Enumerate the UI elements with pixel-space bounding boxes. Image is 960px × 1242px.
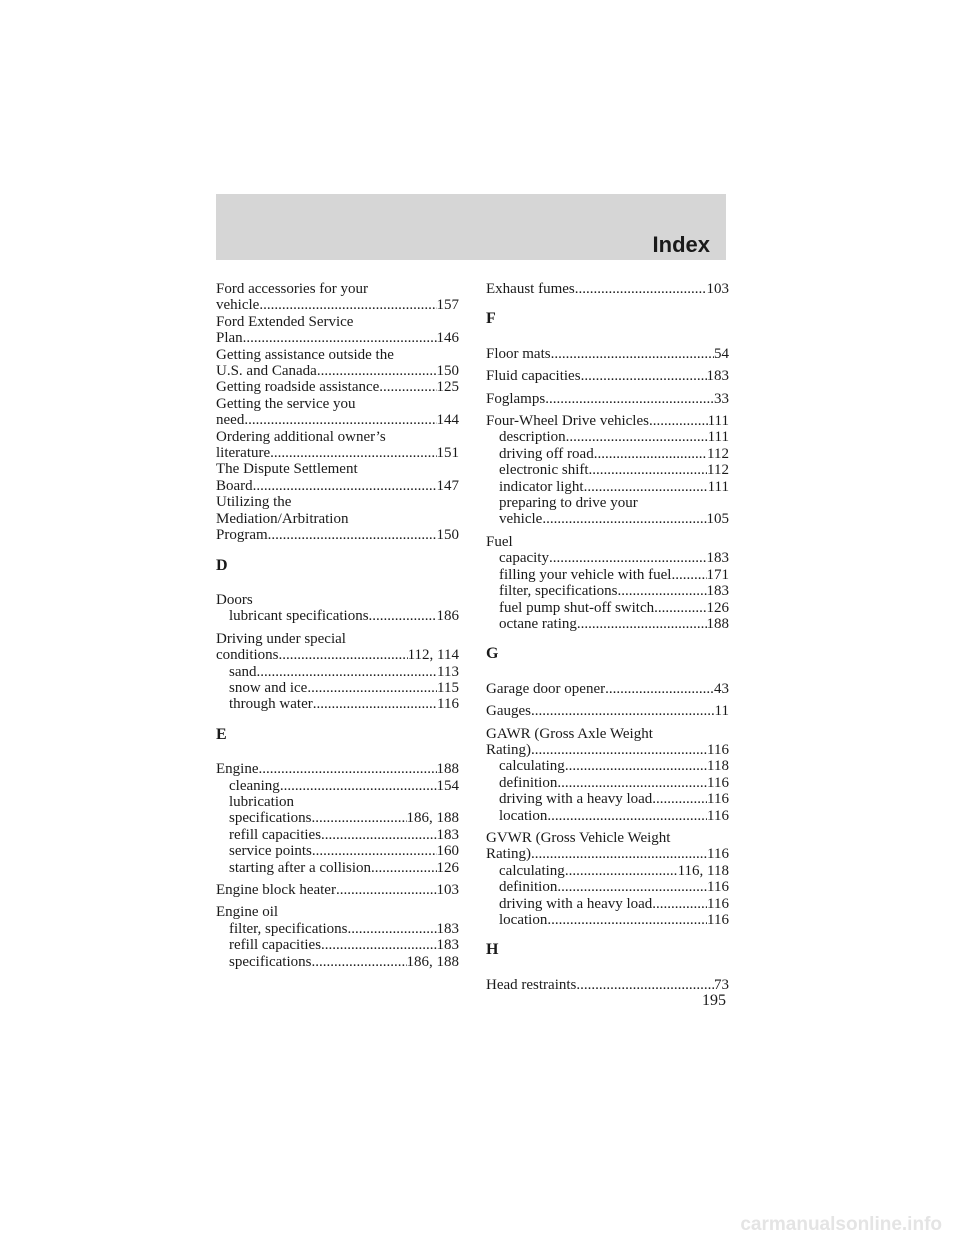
leader-dots (313, 696, 437, 712)
watermark: carmanualsonline.info (740, 1214, 942, 1235)
entry-text: driving off road (499, 445, 594, 462)
index-subentry-line (216, 778, 459, 794)
entry-text: through water (229, 696, 313, 713)
page-reference: 116 (707, 791, 729, 808)
entry-text: vehicle (499, 511, 543, 528)
leader-dots (336, 882, 437, 898)
index-entry-line (216, 314, 459, 330)
index-subentry-line (486, 446, 729, 462)
entry-text: calculating (499, 758, 565, 775)
leader-dots (348, 921, 437, 937)
page-reference: 116, 118 (677, 862, 729, 879)
page-reference: 112 (707, 462, 729, 479)
entry-text: Floor mats (486, 345, 551, 362)
index-subentry-line (486, 896, 729, 912)
index-subentry-line (216, 954, 459, 970)
entry-text: Getting assistance outside the (216, 346, 394, 363)
page-reference: 116 (707, 912, 729, 928)
entry-text: Mediation/Arbitration (216, 510, 349, 527)
entry-text: Fuel (486, 533, 513, 550)
entry-text: conditions (216, 647, 279, 664)
index-entry (486, 830, 729, 928)
leader-dots (652, 896, 707, 912)
leader-dots (589, 462, 708, 478)
page-reference: 116 (707, 895, 729, 912)
index-subentry-line (216, 827, 459, 843)
index-entry (216, 631, 459, 713)
entry-text: octane rating (499, 615, 577, 632)
leader-dots (618, 583, 707, 599)
leader-dots (259, 761, 437, 777)
index-entry-line (486, 534, 729, 550)
entry-text: filling your vehicle with fuel (499, 566, 672, 583)
index-subentry-line (486, 567, 729, 583)
page-reference: 150 (436, 527, 459, 544)
page-reference: 105 (706, 511, 729, 528)
index-entry (486, 681, 729, 697)
entry-text: Garage door opener (486, 680, 606, 697)
index-entry (486, 726, 729, 824)
index-entry-line (486, 368, 729, 384)
index-subentry-line (216, 664, 459, 680)
page-reference: 113 (437, 663, 459, 680)
index-entry-line (216, 412, 459, 428)
leader-dots (268, 527, 437, 543)
leader-dots (654, 600, 706, 616)
entry-text: Rating) (486, 846, 531, 863)
page-reference: 112 (707, 445, 729, 462)
entry-text: Head restraints (486, 976, 577, 993)
page-reference: 183 (436, 937, 459, 954)
entry-text: literature (216, 445, 271, 462)
leader-dots (549, 550, 707, 566)
entry-text: sand (229, 663, 257, 680)
entry-text: specifications (229, 810, 312, 827)
page-reference: 146 (436, 330, 459, 347)
page-reference: 171 (706, 566, 729, 583)
index-column-left (216, 281, 459, 976)
entry-text: specifications (229, 953, 312, 970)
page-reference: 116 (707, 774, 729, 791)
entry-text: Gauges (486, 703, 531, 720)
leader-dots (279, 647, 408, 663)
index-subentry-line (486, 775, 729, 791)
page-reference: 116 (707, 846, 729, 863)
entry-text: Board (216, 477, 253, 494)
page-reference: 150 (436, 363, 459, 380)
page-reference: 103 (706, 281, 729, 297)
leader-dots (307, 680, 437, 696)
page-reference: 73 (714, 976, 729, 993)
page-reference: 116 (437, 696, 459, 713)
entry-text: lubricant specifications (229, 608, 369, 625)
page-reference: 151 (436, 445, 459, 462)
leader-dots (369, 608, 437, 624)
entry-text: starting after a collision (229, 859, 372, 876)
entry-text: capacity (499, 550, 549, 567)
leader-dots (577, 616, 707, 632)
index-entry-line (216, 429, 459, 445)
leader-dots (244, 412, 436, 428)
index-entry-line (216, 494, 459, 510)
index-subentry-line (216, 843, 459, 859)
page-reference: 183 (706, 368, 729, 385)
leader-dots (270, 445, 436, 461)
page-reference: 183 (436, 826, 459, 843)
page-reference: 188 (436, 761, 459, 778)
entry-text: snow and ice (229, 679, 308, 696)
entry-text: Ford Extended Service (216, 313, 354, 330)
index-entry-line (216, 330, 459, 346)
entry-text: driving with a heavy load (499, 791, 653, 808)
page-reference: 111 (707, 478, 729, 495)
entry-text: Driving under special (216, 630, 346, 647)
leader-dots (321, 937, 436, 953)
leader-dots (531, 703, 715, 719)
leader-dots (321, 827, 436, 843)
entry-text: Doors (216, 591, 253, 608)
page-reference: 126 (706, 599, 729, 616)
index-letter-heading: H (486, 941, 499, 959)
entry-text: Four-Wheel Drive vehicles (486, 413, 649, 430)
entry-text: location (499, 807, 548, 824)
index-entry-line (486, 977, 729, 993)
page-reference: 160 (436, 843, 459, 860)
entry-text: definition (499, 774, 558, 791)
index-subentry-line (486, 600, 729, 616)
leader-dots (581, 368, 707, 384)
index-entry (486, 703, 729, 719)
leader-dots (575, 281, 707, 297)
index-subentry-line (216, 810, 459, 826)
index-subentry-line (486, 495, 729, 511)
page-reference: 126 (436, 859, 459, 876)
page-reference: 111 (707, 413, 729, 430)
section-title: Index (652, 232, 710, 257)
leader-dots (649, 413, 708, 429)
index-subentry-line (486, 808, 729, 824)
page-reference: 11 (714, 703, 729, 720)
index-entry-line (486, 281, 729, 297)
index-entry (486, 391, 729, 407)
index-entry-line (216, 379, 459, 395)
index-entry (216, 592, 459, 625)
index-subentry-line (216, 860, 459, 876)
index-entry (216, 761, 459, 876)
entry-text: Getting roadside assistance (216, 379, 380, 396)
index-subentry-line (216, 680, 459, 696)
index-letter-heading: D (216, 556, 228, 574)
index-entry-line (486, 413, 729, 429)
entry-text: Engine oil (216, 904, 279, 921)
entry-text: Engine (216, 761, 259, 778)
page-number: 195 (702, 992, 726, 1009)
entry-text: cleaning (229, 777, 280, 794)
leader-dots (566, 429, 708, 445)
index-entry-line (486, 681, 729, 697)
entry-text: vehicle (216, 297, 260, 314)
index-subentry-line (216, 937, 459, 953)
index-entry-line (216, 882, 459, 898)
entry-text: preparing to drive your (499, 495, 638, 512)
page-reference: 103 (436, 882, 459, 898)
page-reference: 157 (436, 297, 459, 314)
index-subentry-line (486, 879, 729, 895)
page-reference: 186, 188 (406, 953, 459, 970)
index-entry-line (486, 846, 729, 862)
leader-dots (584, 479, 708, 495)
index-entry (216, 904, 459, 970)
leader-dots (594, 446, 707, 462)
entry-text: filter, specifications (229, 920, 348, 937)
index-entry-line (486, 391, 729, 407)
page-reference: 43 (714, 680, 729, 697)
index-letter-heading: E (216, 725, 227, 743)
index-entry-line (216, 478, 459, 494)
index-subentry-line (216, 921, 459, 937)
index-entry-line (216, 527, 459, 543)
index-entry-line (216, 347, 459, 363)
leader-dots (259, 297, 436, 313)
leader-dots (557, 879, 707, 895)
index-letter-heading: F (486, 310, 496, 328)
entry-text: driving with a heavy load (499, 895, 653, 912)
page-reference: 183 (706, 550, 729, 567)
leader-dots (547, 808, 707, 824)
page-reference: 54 (714, 345, 729, 362)
leader-dots (312, 843, 437, 859)
leader-dots (605, 681, 714, 697)
page-reference: 186 (436, 608, 459, 625)
entry-text: Getting the service you (216, 395, 356, 412)
index-subentry-line (216, 696, 459, 712)
leader-dots (257, 664, 438, 680)
index-subentry-line (486, 791, 729, 807)
index-entry-line (216, 904, 459, 920)
entry-text: fuel pump shut-off switch (499, 599, 655, 616)
leader-dots (371, 860, 436, 876)
index-entry-line (216, 445, 459, 461)
index-column-right (486, 281, 729, 999)
index-entry (486, 977, 729, 993)
leader-dots (576, 977, 714, 993)
index-entry-line (486, 742, 729, 758)
index-entry-line (216, 461, 459, 477)
index-subentry-line (486, 511, 729, 527)
index-entry-line (216, 592, 459, 608)
leader-dots (542, 511, 706, 527)
entry-text: The Dispute Settlement (216, 461, 358, 478)
entry-text: Plan (216, 330, 243, 347)
leader-dots (280, 778, 437, 794)
entry-text: service points (229, 843, 312, 860)
page-reference: 115 (437, 679, 459, 696)
leader-dots (671, 567, 706, 583)
index-entry-line (486, 703, 729, 719)
header-band (216, 194, 726, 260)
index-letter-heading: G (486, 645, 499, 663)
leader-dots (317, 363, 437, 379)
entry-text: U.S. and Canada (216, 363, 317, 380)
leader-dots (545, 391, 714, 407)
page-reference: 147 (436, 477, 459, 494)
entry-text: GVWR (Gross Vehicle Weight (486, 829, 671, 846)
entry-text: Engine block heater (216, 882, 336, 898)
leader-dots (551, 346, 714, 362)
entry-text: Fluid capacities (486, 368, 581, 385)
leader-dots (547, 912, 707, 928)
index-entry (216, 281, 459, 544)
page-reference: 186, 188 (406, 810, 459, 827)
leader-dots (652, 791, 707, 807)
index-subentry-line (486, 616, 729, 632)
leader-dots (531, 846, 707, 862)
index-entry-line (216, 363, 459, 379)
page-reference: 118 (707, 758, 729, 775)
index-subentry-line (486, 479, 729, 495)
page-reference: 188 (706, 615, 729, 632)
index-subentry-line (486, 758, 729, 774)
index-subentry-line (486, 912, 729, 928)
entry-text: Ordering additional owner’s (216, 428, 386, 445)
index-entry-line (486, 346, 729, 362)
index-entry (486, 368, 729, 384)
entry-text: filter, specifications (499, 583, 618, 600)
index-entry-line (486, 726, 729, 742)
page-reference: 116 (707, 807, 729, 824)
leader-dots (311, 810, 406, 826)
entry-text: description (499, 429, 566, 446)
index-entry-line (486, 830, 729, 846)
index-subentry-line (486, 863, 729, 879)
index-subentry-line (486, 462, 729, 478)
page-reference: 112, 114 (407, 647, 459, 664)
page-reference: 116 (707, 741, 729, 758)
entry-text: Ford accessories for your (216, 281, 369, 297)
index-subentry-line (486, 429, 729, 445)
index-entry (486, 534, 729, 632)
index-entry-line (216, 297, 459, 313)
entry-text: Utilizing the (216, 494, 292, 511)
page-reference: 125 (436, 379, 459, 396)
entry-text: electronic shift (499, 462, 589, 479)
index-subentry-line (216, 608, 459, 624)
entry-text: definition (499, 879, 558, 896)
entry-text: refill capacities (229, 937, 322, 954)
entry-text: Rating) (486, 741, 531, 758)
leader-dots (565, 758, 707, 774)
leader-dots (565, 863, 678, 879)
page-reference: 111 (707, 429, 729, 446)
index-entry (486, 413, 729, 528)
page-reference: 154 (436, 777, 459, 794)
index-subentry-line (216, 794, 459, 810)
index-subentry-line (486, 550, 729, 566)
leader-dots (531, 742, 707, 758)
entry-text: need (216, 412, 245, 429)
index-entry-line (216, 761, 459, 777)
page-reference: 183 (706, 583, 729, 600)
index-entry (486, 346, 729, 362)
entry-text: Exhaust fumes (486, 281, 575, 297)
entry-text: GAWR (Gross Axle Weight (486, 725, 653, 742)
leader-dots (243, 330, 437, 346)
index-entry-line (216, 396, 459, 412)
index-entry-line (216, 511, 459, 527)
leader-dots (557, 775, 707, 791)
index-entry-line (216, 631, 459, 647)
entry-text: calculating (499, 862, 565, 879)
entry-text: location (499, 912, 548, 928)
entry-text: refill capacities (229, 826, 322, 843)
index-entry (486, 281, 729, 297)
index-entry-line (216, 647, 459, 663)
page-reference: 33 (714, 390, 729, 407)
entry-text: Program (216, 527, 268, 544)
index-entry-line (216, 281, 459, 297)
entry-text: indicator light (499, 478, 584, 495)
entry-text: Foglamps (486, 390, 546, 407)
index-subentry-line (486, 583, 729, 599)
page-reference: 144 (436, 412, 459, 429)
entry-text: lubrication (229, 793, 294, 810)
page-reference: 183 (436, 920, 459, 937)
index-entry (216, 882, 459, 898)
page-reference: 116 (707, 879, 729, 896)
leader-dots (379, 379, 436, 395)
leader-dots (253, 478, 437, 494)
leader-dots (311, 954, 406, 970)
